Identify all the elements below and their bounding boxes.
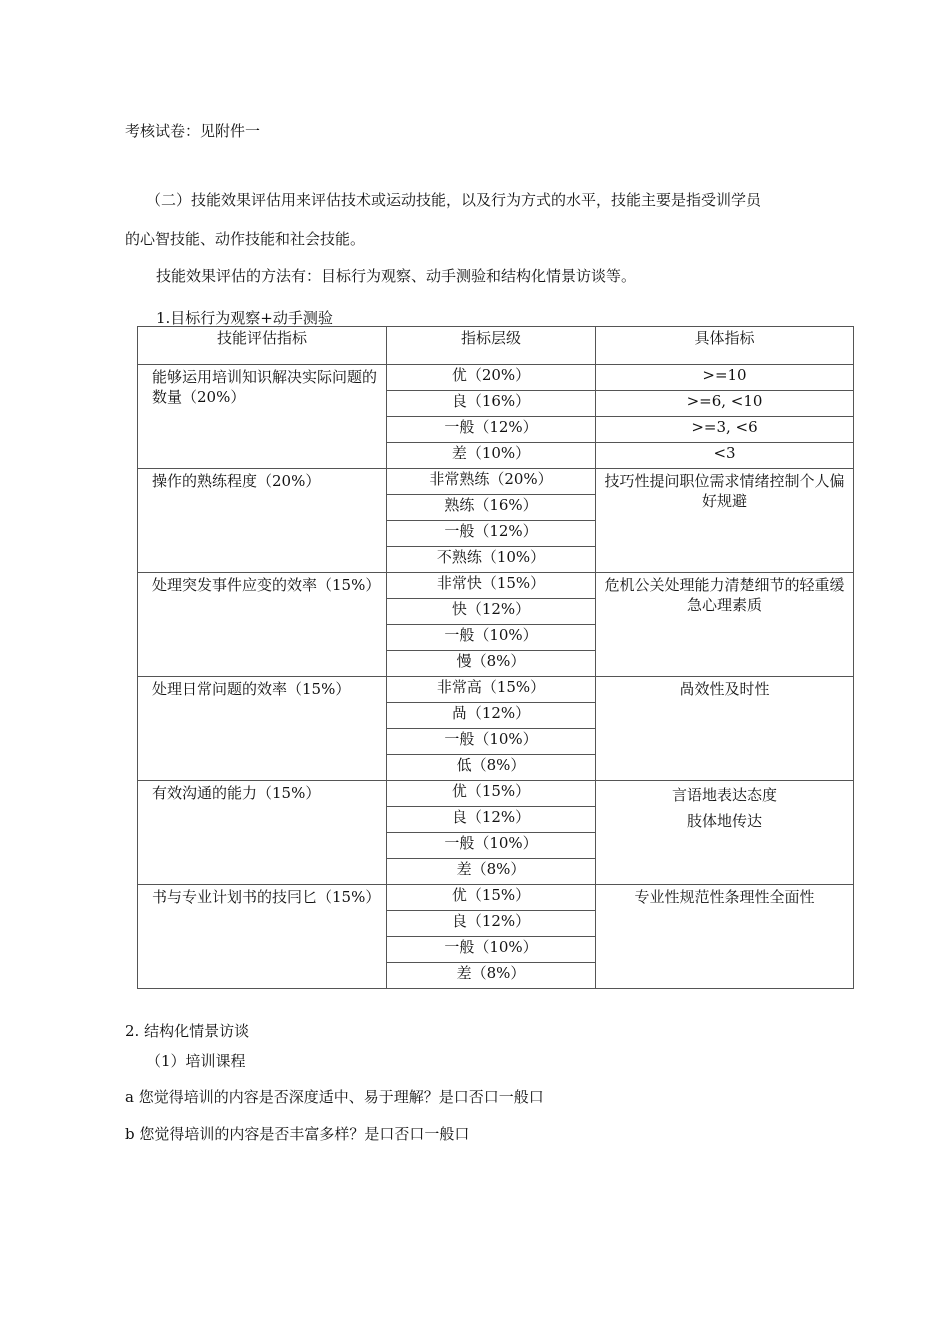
header-spec: 具体指标: [596, 327, 854, 365]
spec-line: 咼效性及时性: [679, 680, 770, 698]
spec-cell: >=3, <6: [596, 417, 854, 443]
spec-cell: [596, 469, 854, 573]
level-cell: 良（12%）: [387, 807, 596, 833]
indicator-cell: 处理突发事件应变的效率（15%）: [138, 573, 387, 677]
level-cell: 一般（10%）: [387, 729, 596, 755]
level-cell: 良（12%）: [387, 911, 596, 937]
header-indicator: 技能评估指标: [138, 327, 387, 365]
level-cell: 熟练（16%）: [387, 495, 596, 521]
table-row: [138, 469, 854, 495]
spec-cell: [596, 781, 854, 885]
spec-cell: [596, 677, 854, 781]
spec-line: 专业性规范性条理性全面性: [634, 888, 815, 906]
spec-cell: >=10: [596, 365, 854, 391]
level-cell: 优（15%）: [387, 781, 596, 807]
level-cell: 优（20%）: [387, 365, 596, 391]
level-cell: 一般（10%）: [387, 833, 596, 859]
subsection-training-course: （1）培训课程: [146, 1052, 246, 1070]
indicator-cell: 处理日常问题的效率（15%）: [138, 677, 387, 781]
level-cell: 非常熟练（20%）: [387, 469, 596, 495]
section2-title: 2. 结构化情景访谈: [125, 1022, 250, 1040]
level-cell: 慢（8%）: [387, 651, 596, 677]
spec-cell: <3: [596, 443, 854, 469]
level-cell: 非常快（15%）: [387, 573, 596, 599]
level-cell: 咼（12%）: [387, 703, 596, 729]
level-cell: 差（8%）: [387, 963, 596, 989]
exam-line: 考核试卷：见附件一: [125, 122, 261, 140]
skill-evaluation-table: [137, 326, 854, 989]
level-cell: 低（8%）: [387, 755, 596, 781]
spec-cell: [596, 573, 854, 677]
level-cell: 一般（10%）: [387, 625, 596, 651]
table-header-row: [138, 327, 854, 365]
level-cell: 不熟练（10%）: [387, 547, 596, 573]
indicator-cell: 有效沟通的能力（15%）: [138, 781, 387, 885]
table-row: [138, 365, 854, 391]
level-cell: 差（10%）: [387, 443, 596, 469]
table-row: [138, 573, 854, 599]
spec-cell: >=6, <10: [596, 391, 854, 417]
spec-cell: [596, 885, 854, 989]
spec-line: 肢体地传达: [686, 812, 762, 830]
level-cell: 一般（10%）: [387, 937, 596, 963]
section1-title: 1.目标行为观察+动手测验: [156, 309, 333, 327]
level-cell: 一般（12%）: [387, 521, 596, 547]
table-row: [138, 781, 854, 807]
level-cell: 优（15%）: [387, 885, 596, 911]
paragraph-skill-line1: （二）技能效果评估用来评估技术或运动技能，以及行为方式的水平，技能主要是指受训学员: [146, 191, 762, 209]
spec-line: 技巧性提问职位需求情绪控制个人偏好规避: [604, 472, 845, 510]
table-row: [138, 677, 854, 703]
question-a: a 您觉得培训的内容是否深度适中、易于理解？是口否口一般口: [125, 1088, 544, 1106]
spec-line: 言语地表达态度: [671, 786, 777, 804]
indicator-cell: 能够运用培训知识解决实际问题的数量（20%）: [138, 365, 387, 469]
level-cell: 良（16%）: [387, 391, 596, 417]
question-b: b 您觉得培训的内容是否丰富多样？是口否口一般口: [125, 1125, 470, 1143]
table-row: [138, 885, 854, 911]
header-level: 指标层级: [387, 327, 596, 365]
indicator-cell: 书与专业计划书的技冃匕（15%）: [138, 885, 387, 989]
indicator-cell: 操作的熟练程度（20%）: [138, 469, 387, 573]
level-cell: 快（12%）: [387, 599, 596, 625]
paragraph-methods: 技能效果评估的方法有：目标行为观察、动手测验和结构化情景访谈等。: [156, 267, 637, 285]
paragraph-skill-line2: 的心智技能、动作技能和社会技能。: [125, 230, 366, 248]
level-cell: 差（8%）: [387, 859, 596, 885]
level-cell: 非常高（15%）: [387, 677, 596, 703]
spec-line: 危机公关处理能力清楚细节的轻重缓急心理素质: [604, 576, 845, 614]
level-cell: 一般（12%）: [387, 417, 596, 443]
